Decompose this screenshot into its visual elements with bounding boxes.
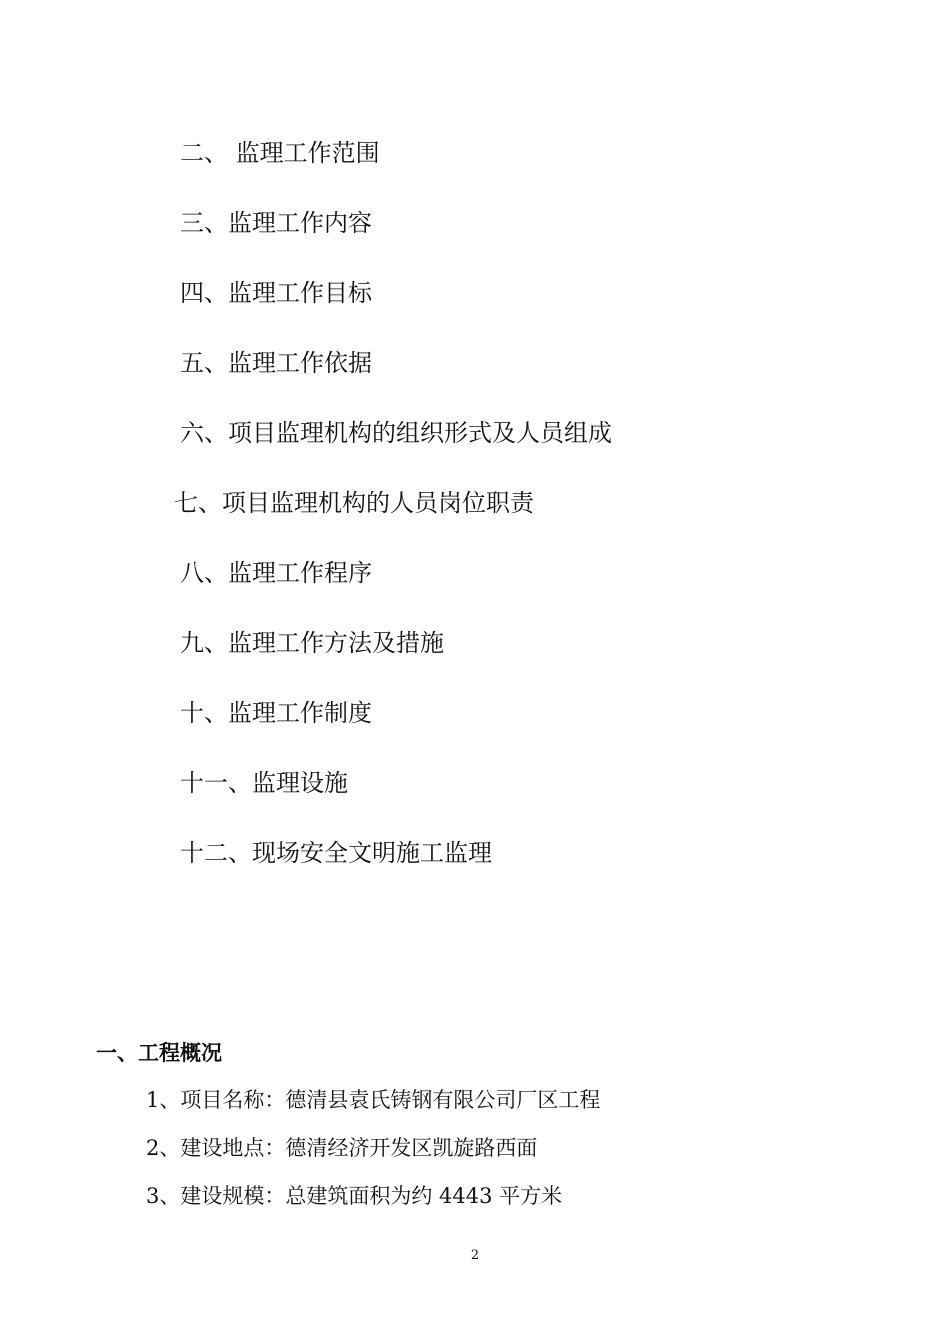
section-heading: 一、工程概况: [96, 1040, 222, 1065]
toc-item-goals: 四、监理工作目标: [180, 279, 372, 307]
toc-item-organization: 六、项目监理机构的组织形式及人员组成: [180, 419, 612, 447]
toc-item-safety: 十二、现场安全文明施工监理: [180, 839, 492, 867]
overview-project-name: 1、项目名称：德清县袁氏铸钢有限公司厂区工程: [146, 1088, 601, 1112]
toc-item-methods: 九、监理工作方法及措施: [180, 629, 444, 657]
toc-item-procedures: 八、监理工作程序: [180, 559, 372, 587]
overview-scale: 3、建设规模：总建筑面积为约 4443 平方米: [146, 1184, 563, 1208]
page-number: 2: [470, 1248, 480, 1263]
toc-item-scope: 二、 监理工作范围: [180, 139, 380, 167]
overview-location: 2、建设地点：德清经济开发区凯旋路西面: [146, 1136, 538, 1160]
toc-item-facilities: 十一、监理设施: [180, 769, 348, 797]
toc-item-responsibilities: 七、项目监理机构的人员岗位职责: [174, 489, 534, 517]
toc-item-basis: 五、监理工作依据: [180, 349, 372, 377]
toc-item-system: 十、监理工作制度: [180, 699, 372, 727]
toc-item-content: 三、监理工作内容: [180, 209, 372, 237]
